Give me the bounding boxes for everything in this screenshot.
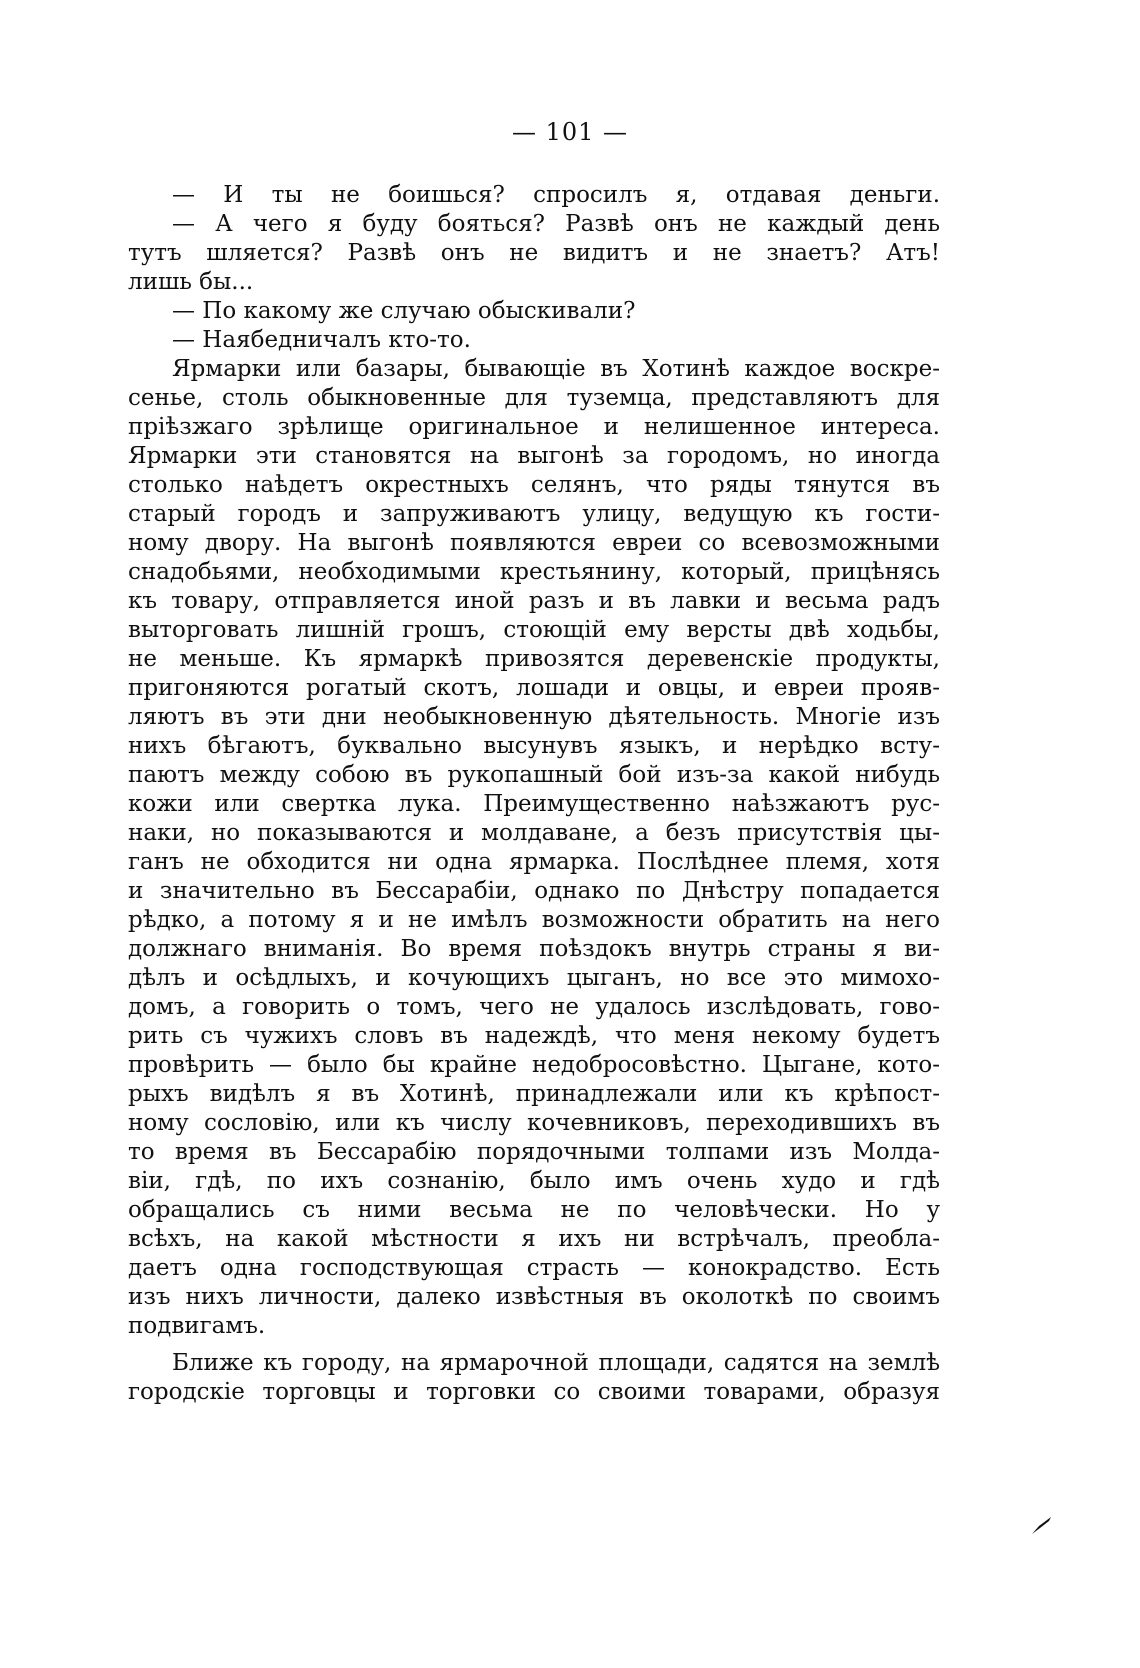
text-line: обращались съ ними весьма не по человѣчески. Но у [128,1197,940,1223]
text-line: городскіе торговцы и торговки со своими товарами, образуя [128,1379,940,1405]
text-line: подвигамъ. [128,1313,266,1339]
text-line: нихъ бѣгаютъ, буквально высунувъ языкъ, и нерѣдко всту- [128,733,940,759]
text-line: Ярмарки эти становятся на выгонѣ за городомъ, но иногда [128,443,940,469]
text-line: рить съ чужихъ словъ въ надеждѣ, что меня некому будетъ [128,1023,940,1049]
text-line: домъ, а говорить о томъ, чего не удалось изслѣдовать, гово- [128,994,940,1020]
text-line: рѣдко, а потому я и не имѣлъ возможности обратить на него [128,907,940,933]
text-line: паютъ между собою въ рукопашный бой изъ-за какой нибудь [128,762,940,788]
text-line: рыхъ видѣлъ я въ Хотинѣ, принадлежали или къ крѣпост- [128,1081,940,1107]
text-line: Ярмарки или базары, бывающіе въ Хотинѣ каждое воскре- [172,356,940,382]
text-line: и значительно въ Бессарабіи, однако по Днѣстру попадается [128,878,940,904]
text-line: ному сословію, или къ числу кочевниковъ, переходившихъ въ [128,1110,940,1136]
text-line: сенье, столь обыкновенные для туземца, представляютъ для [128,385,940,411]
text-line: ному двору. На выгонѣ появляются евреи со всевозможными [128,530,940,556]
text-line: ляютъ въ эти дни необыкновенную дѣятельность. Многіе изъ [128,704,940,730]
text-line: всѣхъ, на какой мѣстности я ихъ ни встрѣчалъ, преобла- [128,1226,940,1252]
text-line: — И ты не боишься? спросилъ я, отдавая деньги. [172,182,940,208]
text-line: изъ нихъ личности, далеко извѣстныя въ околоткѣ по своимъ [128,1284,940,1310]
text-line: къ товару, отправляется иной разъ и въ лавки и весьма радъ [128,588,940,614]
text-line: тутъ шляется? Развѣ онъ не видитъ и не знаетъ? Атъ! [128,240,940,266]
text-line: віи, гдѣ, по ихъ сознанію, было имъ очень худо и гдѣ [128,1168,940,1194]
text-line: — А чего я буду бояться? Развѣ онъ не каждый день [172,211,940,237]
text-line: пригоняются рогатый скотъ, лошади и овцы, и евреи прояв- [128,675,940,701]
text-line: даетъ одна господствующая страсть — конокрадство. Есть [128,1255,940,1281]
text-line: не меньше. Къ ярмаркѣ привозятся деревенскіе продукты, [128,646,940,672]
text-line: должнаго вниманія. Во время поѣздокъ внутрь страны я ви- [128,936,940,962]
text-line: снадобьями, необходимыми крестьянину, который, прицѣнясь [128,559,940,585]
text-line: Ближе къ городу, на ярмарочной площади, садятся на землѣ [172,1350,940,1376]
page-number: — 101 — [511,118,629,146]
text-line: — По какому же случаю обыскивали? [172,298,636,324]
text-line: старый городъ и запруживаютъ улицу, ведущую къ гости- [128,501,940,527]
text-line: кожи или свертка лука. Преимущественно наѣзжаютъ рус- [128,791,940,817]
text-line: дѣлъ и осѣдлыхъ, и кочующихъ цыганъ, но все это мимохо- [128,965,940,991]
text-line: — Наябедничалъ кто-то. [172,327,471,353]
text-line: выторговать лишній грошъ, стоющій ему версты двѣ ходьбы, [128,617,940,643]
text-line: столько наѣдетъ окрестныхъ селянъ, что ряды тянутся въ [128,472,940,498]
text-line: то время въ Бессарабію порядочными толпами изъ Молда- [128,1139,940,1165]
text-line: наки, но показываются и молдаване, а безъ присутствія цы- [128,820,940,846]
text-line: ганъ не обходится ни одна ярмарка. Послѣднее племя, хотя [128,849,940,875]
text-line: лишь бы... [128,269,254,295]
ink-mark-icon [1030,1512,1054,1536]
text-line: провѣрить — было бы крайне недобросовѣстно. Цыгане, кото- [128,1052,940,1078]
text-line: пріѣзжаго зрѣлище оригинальное и нелишенное интереса. [128,414,940,440]
